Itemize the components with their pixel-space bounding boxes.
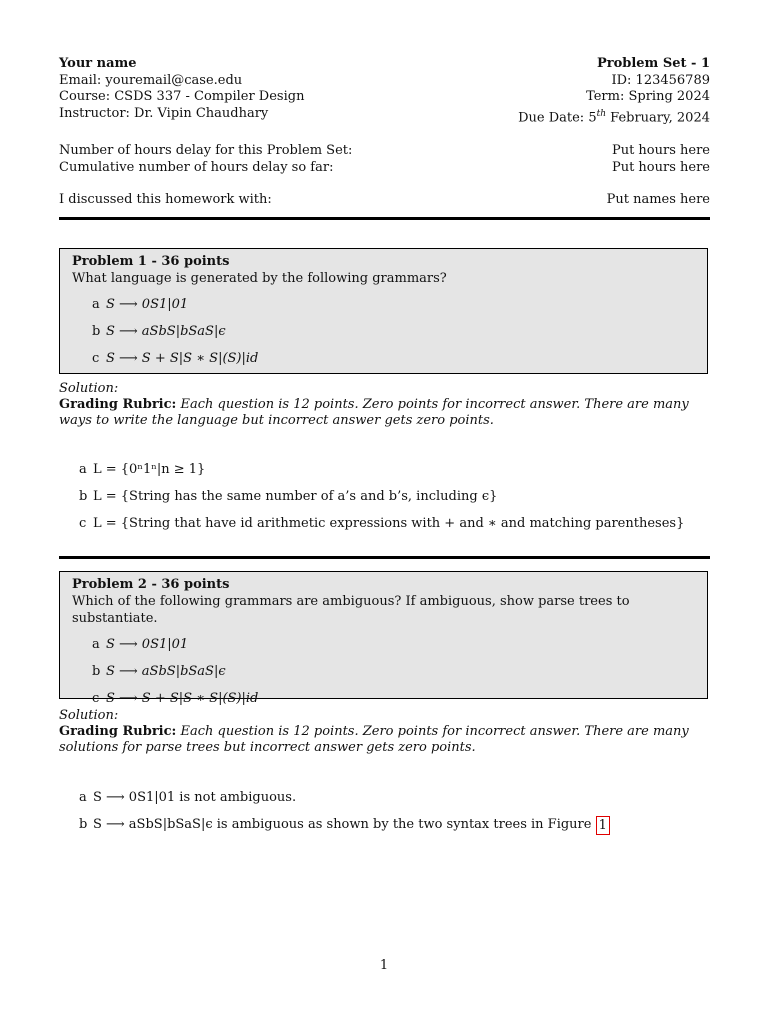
page-number: 1 bbox=[379, 958, 389, 973]
cumulative-value: Put hours here bbox=[611, 159, 710, 175]
problem-2-solution bbox=[59, 708, 710, 756]
delay-label: Number of hours delay for this Problem Set: bbox=[59, 143, 353, 159]
problem-2-item: c S ⟶ S + S|S ∗ S|(S)|id bbox=[92, 691, 259, 706]
problem-1-title: Problem 1 - 36 points bbox=[72, 254, 230, 269]
email: Email: youremail@case.edu bbox=[59, 72, 243, 88]
grading-rubric: Grading Rubric: Each question is 12 points. Zero points for incorrect answer. There are many solutions for parse trees but incorrect answer gets zero points. bbox=[59, 724, 689, 755]
due-date: Due Date: 5th February, 2024 bbox=[518, 108, 710, 125]
answer-item: a S ⟶ 0S1|01 is not ambiguous. bbox=[79, 790, 297, 805]
problem-1-answers bbox=[79, 461, 709, 532]
divider bbox=[59, 217, 710, 220]
problem-1-solution bbox=[59, 381, 710, 429]
figure-reference-link[interactable]: 1 bbox=[596, 816, 610, 835]
problem-1-box bbox=[59, 248, 708, 374]
problem-2-item: b S ⟶ aSbS|bSaS|ϵ bbox=[92, 664, 226, 679]
problem-1-item: b S ⟶ aSbS|bSaS|ϵ bbox=[92, 324, 226, 339]
discussed-value: Put names here bbox=[606, 192, 710, 208]
course: Course: CSDS 337 - Compiler Design bbox=[59, 89, 305, 104]
discussed-label: I discussed this homework with: bbox=[59, 192, 272, 208]
answer-item: b S ⟶ aSbS|bSaS|ϵ is ambiguous as shown by the two syntax trees in Figure 1 bbox=[79, 816, 709, 835]
grading-rubric: Grading Rubric: Each question is 12 points. Zero points for incorrect answer. There are many ways to write the language but incorrect answer gets zero points. bbox=[59, 397, 689, 428]
solution-label: Solution: bbox=[59, 708, 119, 723]
term: Term: Spring 2024 bbox=[586, 89, 710, 104]
solution-label: Solution: bbox=[59, 381, 119, 396]
answer-item: a L = {0ⁿ1ⁿ|n ≥ 1} bbox=[79, 462, 206, 477]
header bbox=[59, 56, 710, 209]
delay-value: Put hours here bbox=[611, 143, 710, 159]
cumulative-label: Cumulative number of hours delay so far: bbox=[59, 159, 334, 175]
problem-2-answers bbox=[79, 789, 709, 835]
problem-1-question: What language is generated by the following grammars? bbox=[72, 271, 447, 286]
problem-2-box bbox=[59, 571, 708, 706]
author-name: Your name bbox=[59, 56, 137, 71]
answer-item: b L = {String has the same number of a’s and b’s, including ϵ} bbox=[79, 489, 498, 504]
instructor: Instructor: Dr. Vipin Chaudhary bbox=[59, 105, 269, 121]
problem-2-item: a S ⟶ 0S1|01 bbox=[92, 637, 189, 652]
student-id: ID: 123456789 bbox=[611, 72, 710, 88]
problem-set-title: Problem Set - 1 bbox=[596, 56, 710, 71]
problem-1-item: a S ⟶ 0S1|01 bbox=[92, 297, 189, 312]
divider bbox=[59, 556, 710, 559]
problem-2-title: Problem 2 - 36 points bbox=[72, 577, 230, 592]
problem-1-item: c S ⟶ S + S|S ∗ S|(S)|id bbox=[92, 351, 259, 366]
answer-item: c L = {String that have id arithmetic expressions with + and ∗ and matching parentheses} bbox=[79, 516, 685, 531]
problem-2-question: Which of the following grammars are ambiguous? If ambiguous, show parse trees to substantiate. bbox=[72, 594, 630, 626]
